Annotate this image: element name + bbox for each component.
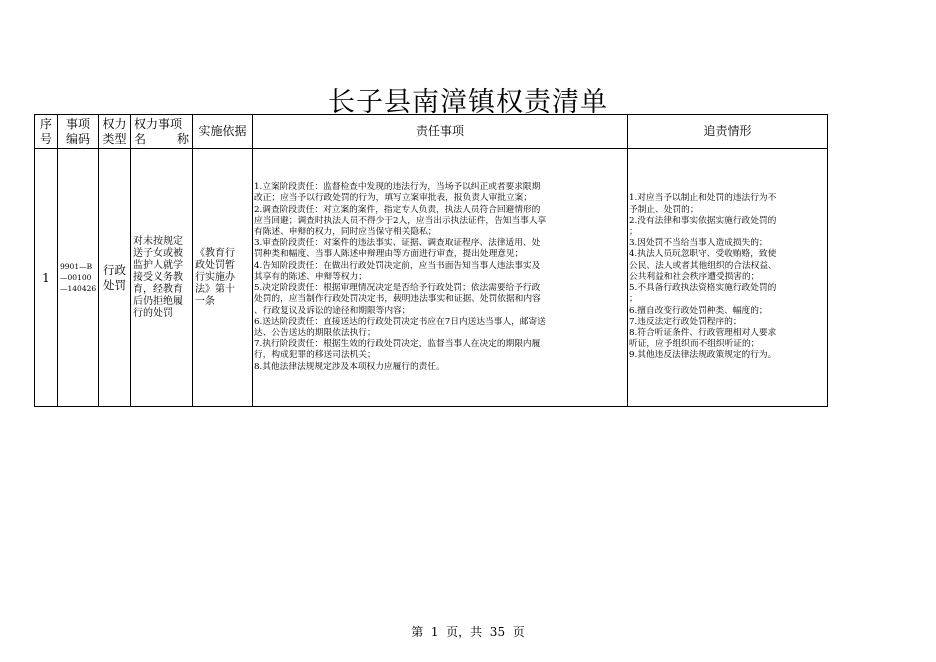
- header-name: 权力事项 名 称: [131, 115, 193, 149]
- cell-seq: 1: [35, 149, 58, 407]
- header-accountability: 追责情形: [628, 115, 828, 149]
- header-code: 事项 编码: [58, 115, 99, 149]
- cell-type: 行政 处罚: [99, 149, 131, 407]
- header-basis: 实施依据: [193, 115, 253, 149]
- cell-accountability: 1.对应当予以制止和处罚的违法行为不 予制止、处罚的； 2.没有法律和事实依据实施行政处罚的 ； 3.因处罚不当给当事人造成损失的； 4.执法人员玩忽职守、受收贿赂，致使 公民、法人或者其他组织的合法权益、 公共利益和社会秩序遭受损害的； 5.不具备行政执法资格实施行政处罚的 ； 6.擅自改变行政处罚种类、幅度的； 7.违反法定行政处罚程序的； 8.符合听证条件、行政管理相对人要求 听证，应予组织而不组织听证的； 9.其他违反法律法规政策规定的行为。: [628, 149, 828, 407]
- cell-responsibility: 1.立案阶段责任：监督检查中发现的违法行为，当场予以纠正或者要求限期 改正；应当予以行政处罚的行为，填写立案审批表，报负责人审批立案； 2.调查阶段责任：对立案的案件，指定专人负责，执法人员符合回避情形的 应当回避；调查时执法人员不得少于2人，应当出示执法证件，告知当事人享 有陈述、申辩的权力，同时应当保守相关隐私； 3.审查阶段责任：对案件的违法事实、证据、调查取证程序、法律适用、处 罚种类和幅度、当事人陈述申辩理由等方面进行审查，提出处理意见； 4.告知阶段责任：在做出行政处罚决定前，应当书面告知当事人违法事实及 其享有的陈述、申辩等权力； 5.决定阶段责任：根据审理情况决定是否给予行政处罚；依法需要给予行政 处罚的，应当制作行政处罚决定书，载明违法事实和证据、处罚依据和内容 、行政复议及诉讼的途径和期限等内容； 6.送达阶段责任：直接送达的行政处罚决定书应在7日内送达当事人，邮寄送 达、公告送达的期限依法执行； 7.执行阶段责任：根据生效的行政处罚决定，监督当事人在决定的期限内履 行，构成犯罪的移送司法机关； 8.其他法律法规规定涉及本项权力应履行的责任。: [253, 149, 628, 407]
- header-seq: 序 号: [35, 115, 58, 149]
- cell-code: 9901—B —00100 —140426: [58, 149, 99, 407]
- header-type: 权力 类型: [99, 115, 131, 149]
- cell-basis: 《教育行 政处罚暂 行实施办 法》第十 一条: [193, 149, 253, 407]
- header-responsibility: 责任事项: [253, 115, 628, 149]
- page-footer: [0, 623, 936, 640]
- table-row: [35, 149, 828, 407]
- cell-item-name: 对未按规定 送子女或被 监护人就学 接受义务教 育，经教育 后仍拒绝履 行的处罚: [131, 149, 193, 407]
- page-number: 第 1 页，共 35 页: [411, 625, 525, 639]
- responsibility-table: [34, 114, 828, 407]
- page-title: 长子县南漳镇权责清单: [328, 87, 608, 118]
- table-header-row: [35, 115, 828, 149]
